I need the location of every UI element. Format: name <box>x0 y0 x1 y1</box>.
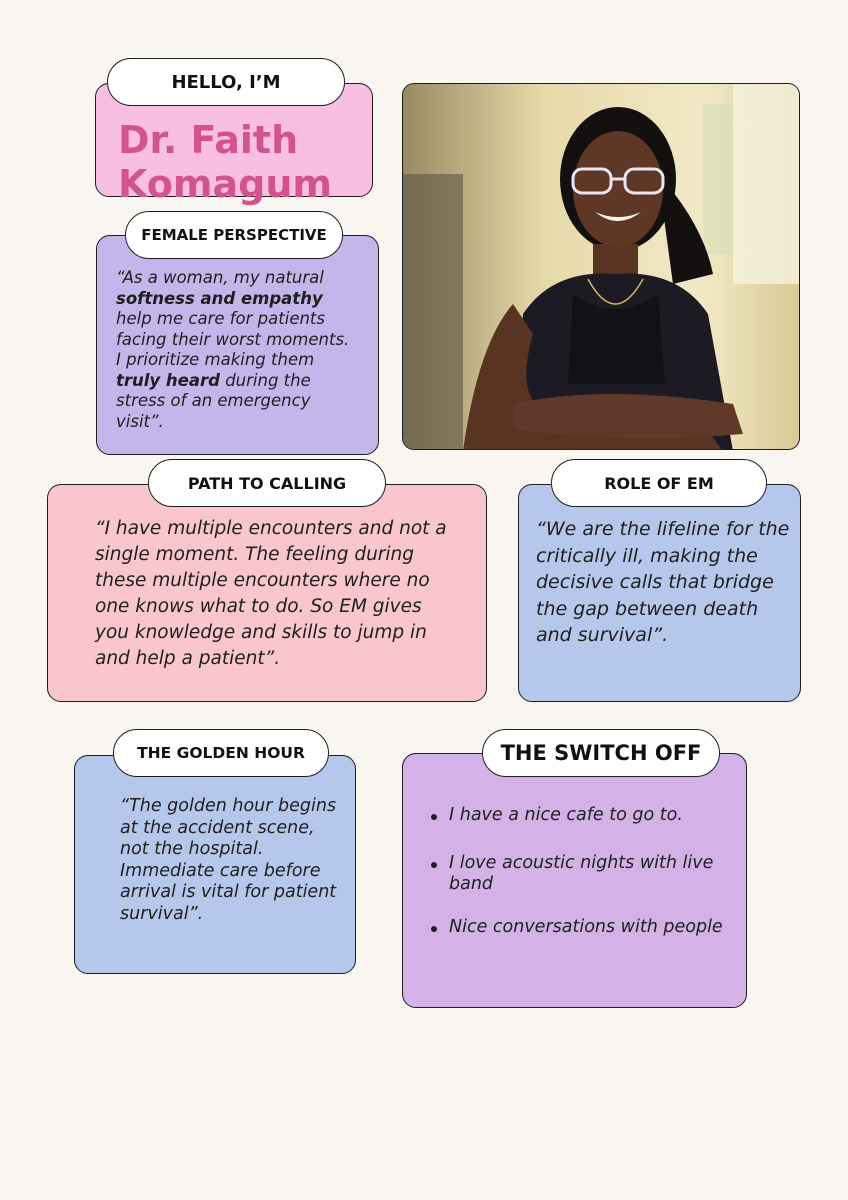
role-of-em-title: ROLE OF EM <box>604 473 714 493</box>
role-of-em-quote: “We are the lifeline for the critically ill, making the decisive calls that bridge the gap between death and survival”. <box>536 518 790 646</box>
golden-hour-title: THE GOLDEN HOUR <box>137 744 305 762</box>
hello-pill <box>107 58 345 106</box>
portrait-photo <box>402 83 800 450</box>
female-perspective-quote: “As a woman, my natural softness and empathy help me care for patients facing their worst moments. I prioritize making them truly heard during the stress of an emergency visit”. <box>116 268 350 431</box>
list-item: Nice conversations with people <box>431 917 741 938</box>
doctor-name: Dr. Faith Komagum <box>118 118 332 206</box>
switch-off-pill <box>482 729 720 777</box>
role-of-em-pill <box>551 459 767 507</box>
list-item: I have a nice cafe to go to. <box>431 805 741 826</box>
switch-off-list <box>431 805 741 938</box>
golden-hour-quote: “The golden hour begins at the accident scene, not the hospital. Immediate care before arrival is vital for patient survival”. <box>120 796 337 924</box>
path-to-calling-title: PATH TO CALLING <box>187 473 347 493</box>
female-perspective-title: FEMALE PERSPECTIVE <box>141 226 327 244</box>
hello-label: HELLO, I’M <box>171 71 281 93</box>
switch-off-title: THE SWITCH OFF <box>500 741 702 765</box>
list-item: I love acoustic nights with live band <box>431 853 741 895</box>
portrait-illustration <box>403 84 800 450</box>
path-to-calling-pill <box>148 459 386 507</box>
female-perspective-pill <box>125 211 343 259</box>
golden-hour-pill <box>113 729 329 777</box>
path-to-calling-quote: “I have multiple encounters and not a single moment. The feeling during these multiple encounters where no one knows what to do. So EM gives you knowledge and skills to jump in and help a patient”. <box>95 518 447 669</box>
